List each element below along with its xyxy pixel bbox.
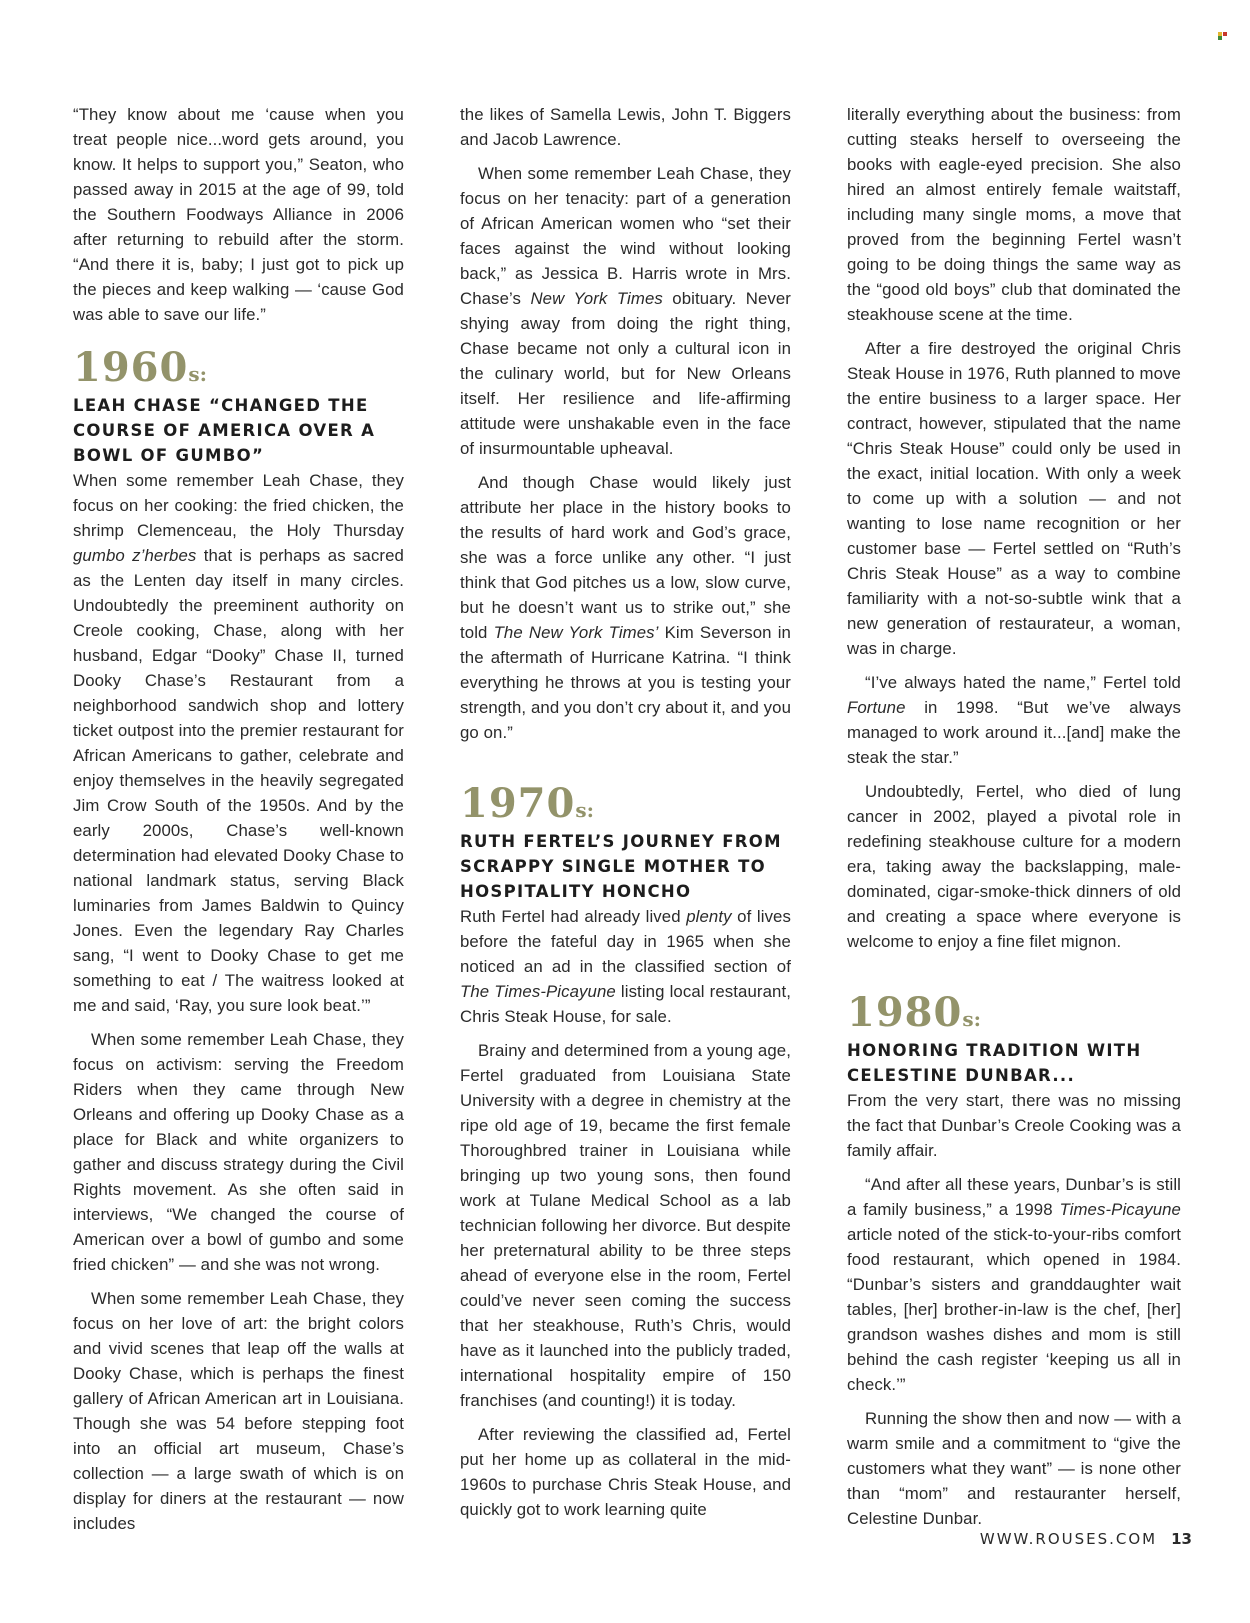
- paragraph: When some remember Leah Chase, they focus on her cooking: the fried chicken, the shrimp Clemenceau, the Holy Thursday gumbo z’herbes that is perhaps as sacred as the Lenten day itself in many circles. Undoubtedly the preeminent authority on Creole cooking, Chase, along with her husband, Edgar “Dooky” Chase II, turned Dooky Chase’s Restaurant from a neighborhood sandwich shop and lottery ticket outpost into the premier restaurant for African Americans to gather, celebrate and enjoy themselves in the heavily segregated Jim Crow South of the 1950s. And by the early 2000s, Chase’s well-known determination had elevated Dooky Chase to national landmark status, serving Black luminaries from James Baldwin to Quincy Jones. Even the legendary Ray Charles sang, “I went to Dooky Chase to get me something to eat / The waitress looked at me and said, ‘Ray, you sure look beat.’”: [73, 471, 404, 1015]
- paragraph: Running the show then and now — with a warm smile and a commitment to “give the customers what they want” — is none other than “mom” and restauranter herself, Celestine Dunbar.: [847, 1409, 1181, 1528]
- paragraph: When some remember Leah Chase, they focus on her tenacity: part of a generation of African American women who “set their faces against the wind without looking back,” as Jessica B. Harris wrote in Mrs. Chase’s New York Times obituary. Never shying away from doing the right thing, Chase became not only a cultural icon in the culinary world, but for New Orleans itself. Her resilience and life-affirming attitude were unshakable even in the face of insurmountable upheaval.: [460, 164, 791, 458]
- paragraph: And though Chase would likely just attribute her place in the history books to the results of hard work and God’s grace, she was a force unlike any other. “I just think that God pitches us a low, slow curve, but he doesn’t want us to strike out,” she told The New York Times’ Kim Severson in the aftermath of Hurricane Katrina. “I think everything he throws at you is testing your strength, and you don’t cry about it, and you go on.”: [460, 473, 792, 742]
- paragraph: “They know about me ‘cause when you treat people nice...word gets around, you know. It helps to support you,” Seaton, who passed away in 2015 at the age of 99, told the Southern Foodways Alliance in 2006 after returning to rebuild after the storm. “And there it is, baby; I just got to pick up the pieces and keep walking — ‘cause God was able to save our life.”: [73, 105, 404, 324]
- era-1980s-heading: HONORING TRADITION WITH CELESTINE DUNBAR...: [847, 1041, 1142, 1085]
- era-1960s-title: 1960s:: [73, 344, 207, 391]
- paragraph: After reviewing the classified ad, Fertel put her home up as collateral in the mid-1960s to purchase Chris Steak House, and quickly got to work learning quite: [460, 1425, 791, 1519]
- paragraph: Brainy and determined from a young age, Fertel graduated from Louisiana State University with a degree in chemistry at the ripe old age of 19, became the first female Thoroughbred trainer in Louisiana while bringing up two young sons, then found work at Tulane Medical School as a lab technician following her divorce. But despite her preternatural ability to be three steps ahead of everyone else in the room, Fertel could’ve never seen coming the success that her steakhouse, Ruth’s Chris, would have as it launched into the publicly traded, international hospitality empire of 150 franchises (and counting!) it is today.: [460, 1041, 791, 1410]
- era-1960s-section: [73, 344, 404, 468]
- paragraph: After a fire destroyed the original Chris Steak House in 1976, Ruth planned to move the entire business to a larger space. Her contract, however, stipulated that the name “Chris Steak House” could only be used in the exact, initial location. With only a week to come up with a solution — and not wanting to lose name recognition or her customer base — Fertel settled on “Ruth’s Chris Steak House” as a way to combine familiarity with a not-so-subtle wink that a new generation of restaurateur, a woman, was in charge.: [847, 339, 1181, 658]
- era-1980s-title: 1980s:: [847, 989, 981, 1036]
- paragraph: When some remember Leah Chase, they focus on activism: serving the Freedom Riders when they came through New Orleans and offering up Dooky Chase as a place for Black and white organizers to gather and discuss strategy during the Civil Rights movement. As she often said in interviews, “We changed the course of American over a bowl of gumbo and some fried chicken” — and she was not wrong.: [73, 1030, 404, 1274]
- paragraph: From the very start, there was no missing the fact that Dunbar’s Creole Cooking was a family affair.: [847, 1091, 1181, 1160]
- era-1970s-title: 1970s:: [460, 780, 594, 827]
- paragraph: “And after all these years, Dunbar’s is still a family business,” a 1998 Times-Picayune article noted of the stick-to-your-ribs comfort food restaurant, which opened in 1984. “Dunbar’s sisters and granddaughter wait tables, [her] brother-in-law is the chef, [her] grandson washes dishes and mom is still behind the cash register ‘keeping us all in check.’”: [847, 1175, 1181, 1394]
- paragraph: “I’ve always hated the name,” Fertel told Fortune in 1998. “But we’ve always managed to work around it...[and] make the steak the star.”: [847, 673, 1181, 767]
- page-footer: [980, 1530, 1192, 1548]
- paragraph: When some remember Leah Chase, they focus on her love of art: the bright colors and vivid scenes that leap off the walls at Dooky Chase, which is perhaps the finest gallery of African American art in Louisiana. Though she was 54 before stepping foot into an official art museum, Chase’s collection — a large swath of which is on display for diners at the restaurant — now includes: [73, 1289, 404, 1533]
- paragraph: Ruth Fertel had already lived plenty of lives before the fateful day in 1965 when she noticed an ad in the classified section of The Times-Picayune listing local restaurant, Chris Steak House, for sale.: [460, 907, 791, 1026]
- era-1970s-section: [460, 780, 791, 904]
- column-1: [73, 102, 404, 1545]
- column-2: [460, 102, 791, 1531]
- paragraph: literally everything about the business: from cutting steaks herself to overseeing the books with eagle-eyed precision. She also hired an almost entirely female waitstaff, including many single moms, a move that proved from the beginning Fertel wasn’t going to be doing things the same way as the “good old boys” club that dominated the steakhouse scene at the time.: [847, 105, 1181, 324]
- era-1970s-heading: RUTH FERTEL’S JOURNEY FROM SCRAPPY SINGLE MOTHER TO HOSPITALITY HONCHO: [460, 832, 782, 901]
- page-number: 13: [1171, 1530, 1192, 1548]
- paragraph: Undoubtedly, Fertel, who died of lung cancer in 2002, played a pivotal role in redefining steakhouse culture for a modern era, taking away the backslapping, male-dominated, cigar-smoke-thick dinners of old and creating a space where everyone is welcome to enjoy a fine filet mignon.: [847, 782, 1181, 951]
- paragraph: the likes of Samella Lewis, John T. Biggers and Jacob Lawrence.: [460, 105, 791, 149]
- era-1980s-section: [847, 989, 1181, 1088]
- website-url: WWW.ROUSES.COM: [979, 1530, 1158, 1548]
- brand-mark-icon: [1218, 32, 1228, 40]
- column-3: [847, 102, 1181, 1540]
- era-1960s-heading: LEAH CHASE “CHANGED THE COURSE OF AMERICA OVER A BOWL OF GUMBO”: [73, 396, 376, 465]
